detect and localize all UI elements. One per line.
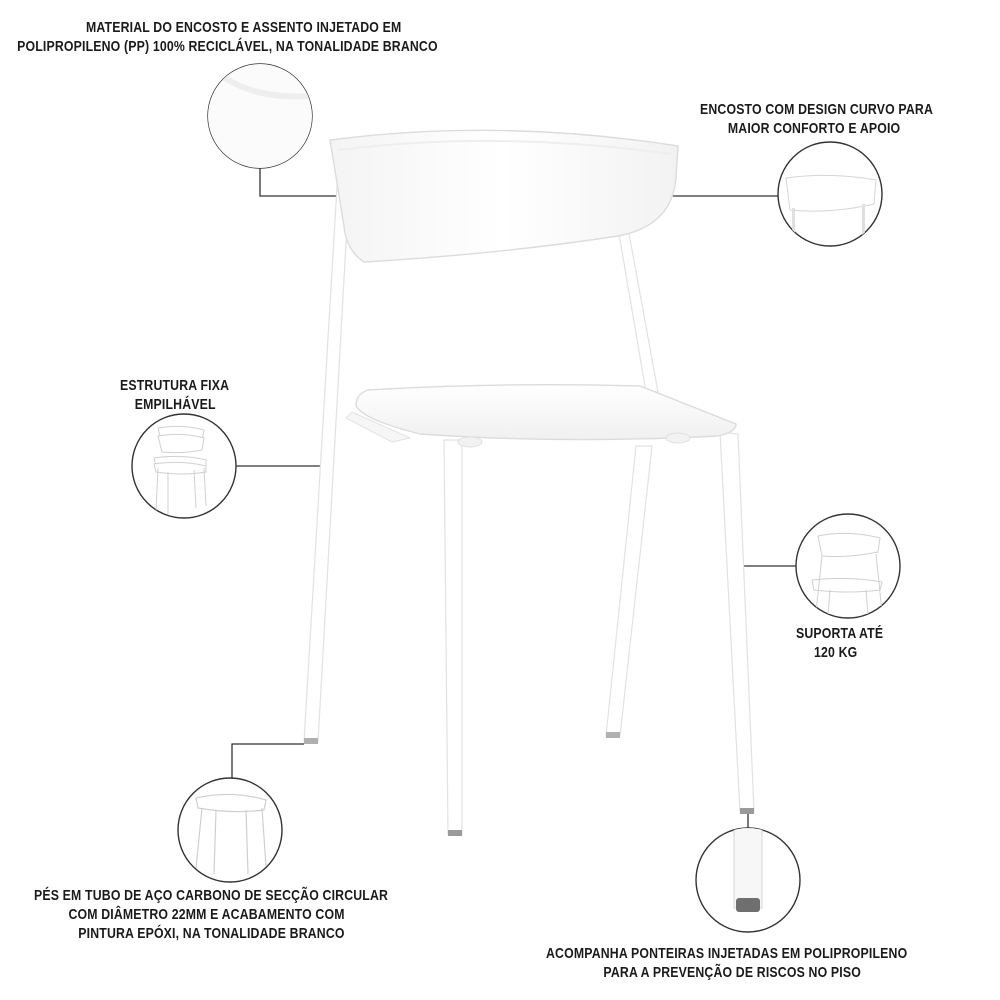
structure-callout-line2: EMPILHÁVEL [134, 396, 216, 413]
material-callout-line1: MATERIAL DO ENCOSTO E ASSENTO INJETADO EM [86, 19, 402, 36]
feet-detail-circle [696, 828, 800, 932]
chair-foot-cap-2 [740, 808, 754, 814]
legs-detail-circle [178, 778, 282, 882]
backrest-callout-line2: MAIOR CONFORTO E APOIO [727, 120, 901, 137]
chair-foot-cap-4 [304, 738, 318, 744]
capacity-callout-line1: SUPORTA ATÉ [796, 625, 884, 642]
legs-callout-line3: PINTURA EPÓXI, NA TONALIDADE BRANCO [78, 925, 345, 942]
backrest-callout-line1: ENCOSTO COM DESIGN CURVO PARA [700, 101, 934, 118]
capacity-detail-circle [796, 514, 900, 618]
chair-seat [356, 385, 736, 440]
feet-callout-line2: PARA A PREVENÇÃO DE RISCOS NO PISO [603, 964, 861, 981]
chair-seat-clip-left [458, 437, 482, 447]
feet-callout-line1: ACOMPANHA PONTEIRAS INJETADAS EM POLIPROPILENO [546, 945, 908, 962]
chair-main [304, 130, 754, 836]
capacity-callout-line2: 120 KG [814, 644, 858, 661]
chair-front-leg-left [444, 440, 462, 834]
chair-foot-cap-1 [448, 830, 462, 836]
material-detail-circle [206, 62, 314, 170]
legs-leader [232, 744, 304, 778]
material-callout-line2: POLIPROPILENO (PP) 100% RECICLÁVEL, NA TONALIDADE BRANCO [17, 38, 438, 55]
chair-back-leg-right [606, 446, 652, 736]
structure-detail-circle [132, 414, 236, 518]
material-leader [260, 168, 336, 196]
chair-back-post-right [618, 228, 658, 392]
chair-back-post-left [304, 170, 350, 742]
legs-callout-line2: COM DIÂMETRO 22MM E ACABAMENTO COM [68, 906, 345, 923]
chair-foot-cap-3 [606, 732, 620, 738]
chair-seat-clip-right [666, 433, 690, 443]
legs-callout-line1: PÉS EM TUBO DE AÇO CARBONO DE SECÇÃO CIRCULAR [34, 887, 389, 904]
backrest-detail-circle [778, 142, 882, 246]
chair-front-leg-right [720, 432, 754, 812]
structure-callout-line1: ESTRUTURA FIXA [120, 377, 230, 394]
